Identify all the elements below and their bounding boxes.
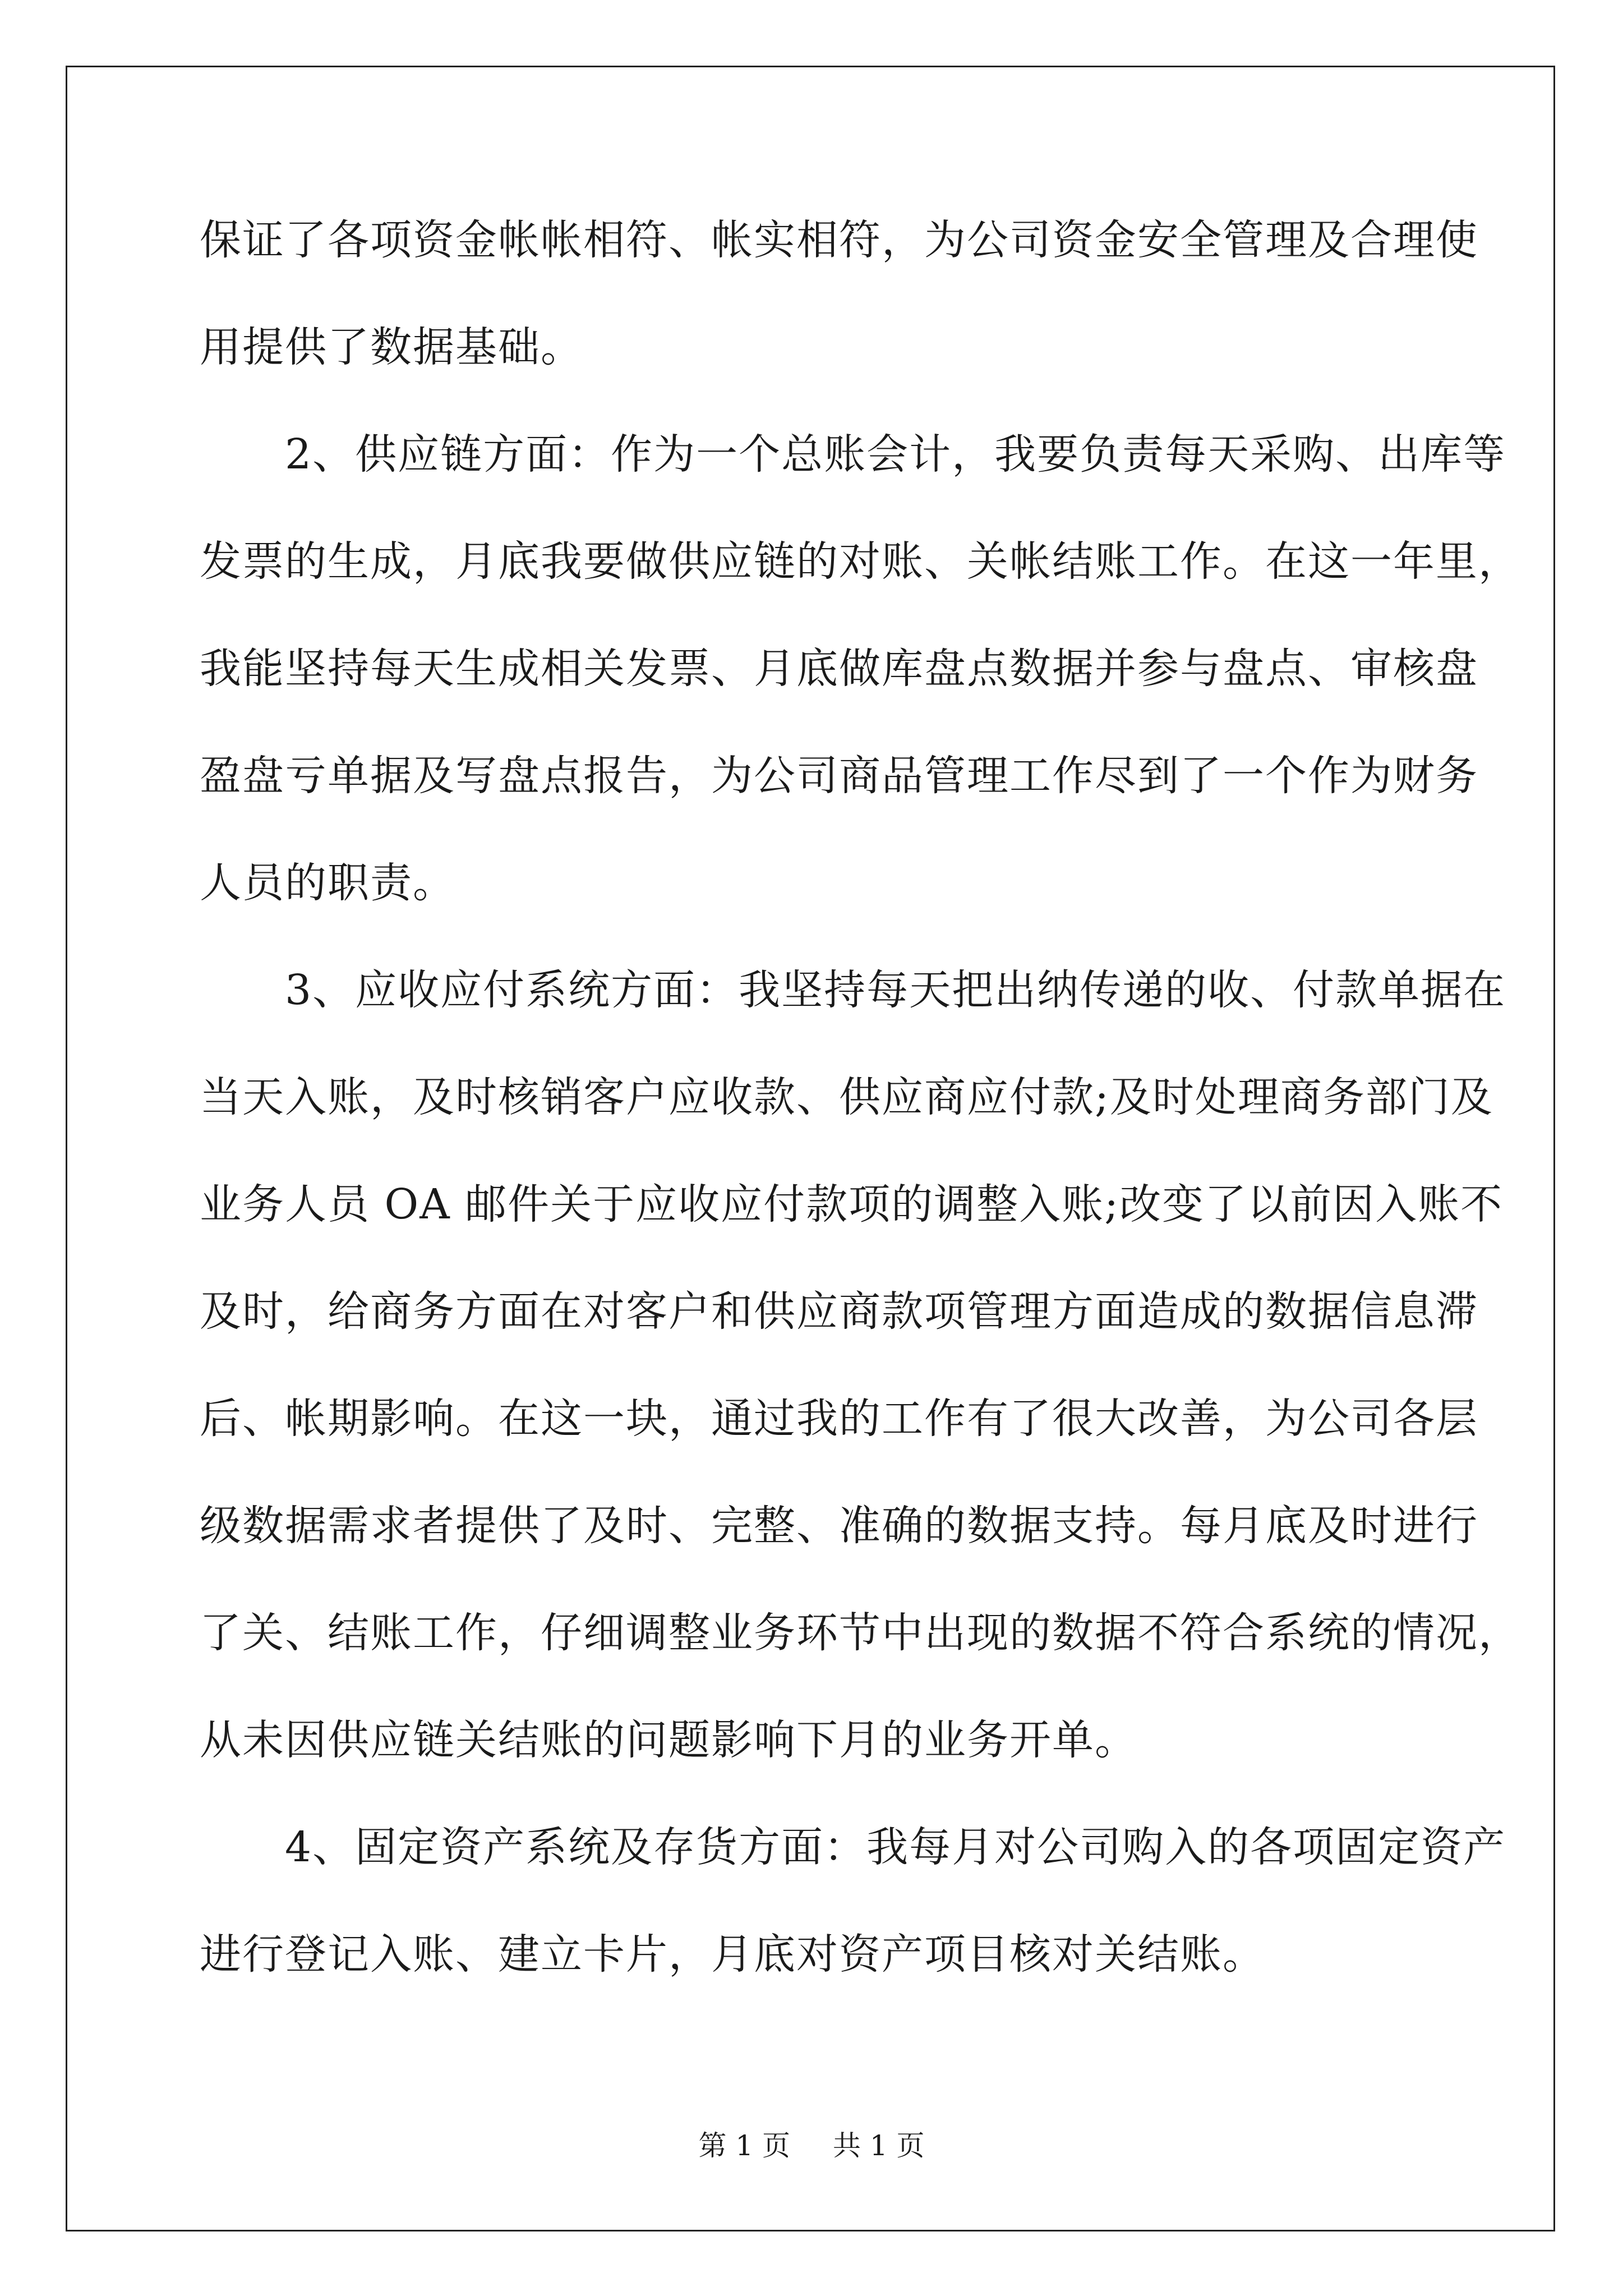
paragraph (200, 1820, 1506, 1981)
page-total: 共 1 页 (832, 2129, 925, 2162)
text-line: 我能坚持每天生成相关发票、月底做库盘点数据并参与盘点、审核盘 (200, 645, 1478, 693)
paragraph (200, 213, 1478, 374)
page-footer (0, 2129, 1623, 2162)
text-line: 人员的职责。 (200, 859, 455, 907)
text-line: 业务人员 OA 邮件关于应收应付款项的调整入账;改变了以前因入账不 (200, 1180, 1504, 1228)
text-line: 2、供应链方面：作为一个总账会计，我要负责每天采购、出库等 (200, 430, 1506, 478)
text-line: 3、应收应付系统方面：我坚持每天把出纳传递的收、付款单据在 (200, 966, 1506, 1014)
text-line: 了关、结账工作，仔细调整业务环节中出现的数据不符合系统的情况， (200, 1609, 1521, 1657)
paragraph (200, 963, 1521, 1767)
text-line: 保证了各项资金帐帐相符、帐实相符，为公司资金安全管理及合理使 (200, 216, 1478, 264)
page-number: 第 1 页 (698, 2129, 791, 2162)
text-line: 当天入账，及时核销客户应收款、供应商应付款;及时处理商务部门及 (200, 1073, 1493, 1121)
text-line: 后、帐期影响。在这一块，通过我的工作有了很大改善，为公司各层 (200, 1395, 1478, 1443)
text-line: 从未因供应链关结账的问题影响下月的业务开单。 (200, 1716, 1137, 1764)
document-body (200, 213, 1521, 2035)
text-line: 及时，给商务方面在对客户和供应商款项管理方面造成的数据信息滞 (200, 1287, 1478, 1336)
text-line: 发票的生成，月底我要做供应链的对账、关帐结账工作。在这一年里， (200, 537, 1521, 586)
text-line: 进行登记入账、建立卡片，月底对资产项目核对关结账。 (200, 1930, 1265, 1978)
paragraph (200, 427, 1521, 910)
text-line: 4、固定资产系统及存货方面：我每月对公司购入的各项固定资产 (200, 1823, 1506, 1871)
text-line: 用提供了数据基础。 (200, 323, 583, 371)
text-line: 级数据需求者提供了及时、完整、准确的数据支持。每月底及时进行 (200, 1502, 1478, 1550)
text-line: 盈盘亏单据及写盘点报告，为公司商品管理工作尽到了一个作为财务 (200, 752, 1478, 800)
